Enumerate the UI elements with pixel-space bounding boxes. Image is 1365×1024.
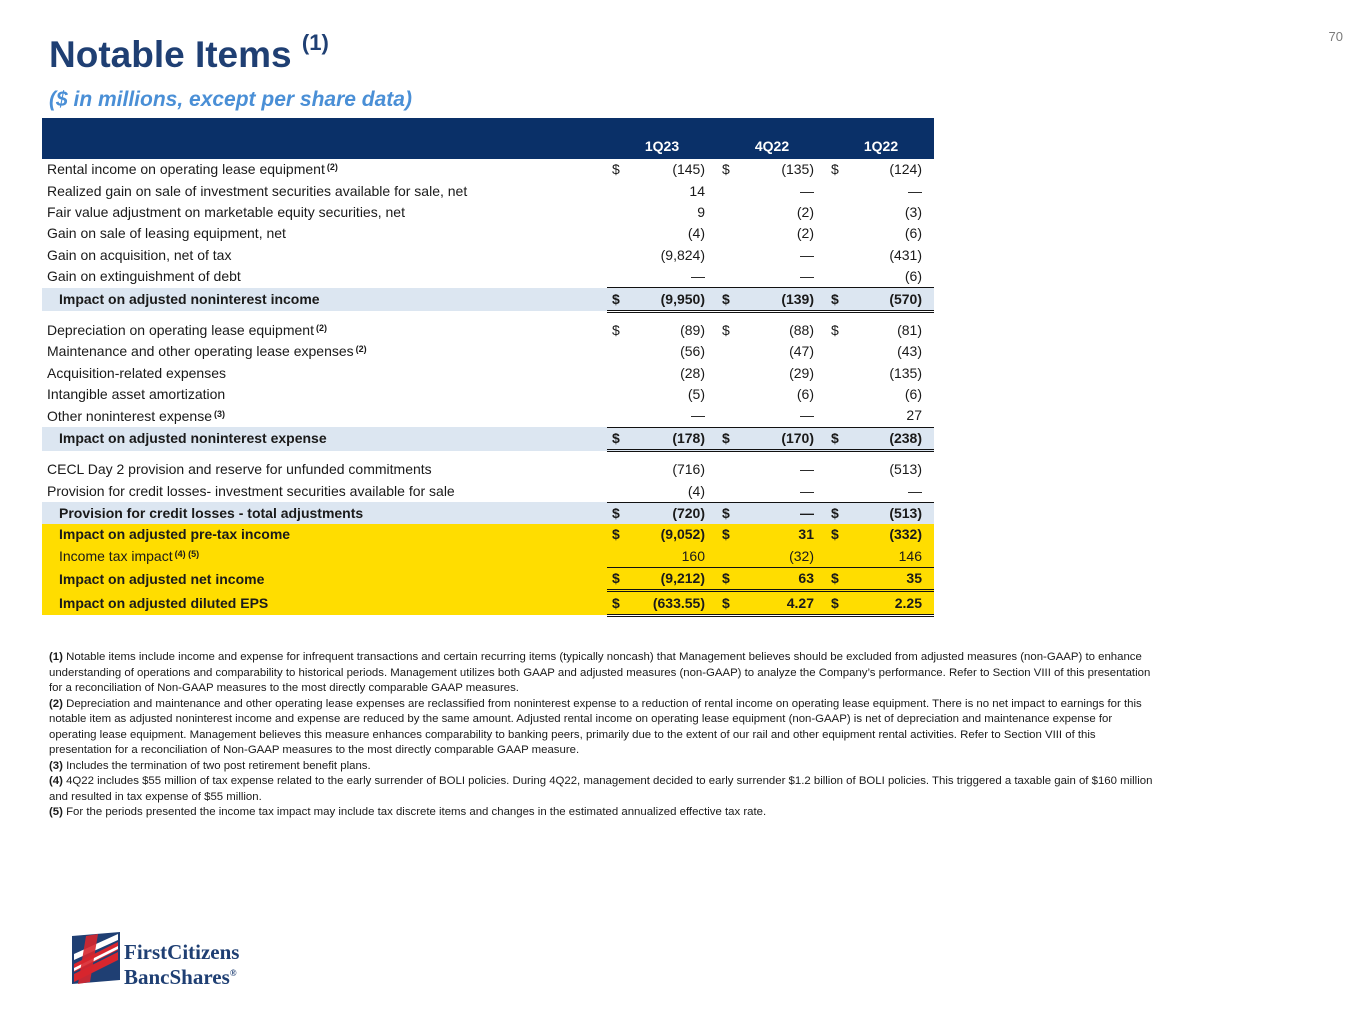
currency-symbol <box>826 546 846 568</box>
cell-value-4q22: (170) <box>737 427 826 450</box>
cell-value-4q22: — <box>800 461 814 478</box>
cell-value-1q22: (124) <box>889 161 922 178</box>
currency-symbol <box>607 202 627 223</box>
table-row <box>42 459 934 480</box>
row-footnote-ref: (3) <box>214 408 225 419</box>
footnote-text: Depreciation and maintenance and other operating lease expenses are reclassified from noninterest expense to a reduction of rental income on operating lease equipment. There is no net impact to earnings for this notable item as adjusted noninterest income and expense are reduced by the same amount. Adjusted rental income on operating lease equipment (non-GAAP) is net of depreciation and maintenance expense for operating lease equipment. Management believes this measure enhances comparability to banking peers, primarily due to the extent of our rail and other equipment rental activities. Refer to Section VIII of this presentation for a reconciliation of Non-GAAP measures to the most directly comparable GAAP measure. <box>49 697 1142 756</box>
currency-symbol: $ <box>612 161 620 178</box>
cell-value-4q22: — <box>800 246 814 263</box>
footnote-number: (4) <box>49 775 63 787</box>
cell-value-1q22: (43) <box>897 343 922 360</box>
table-row <box>42 288 934 311</box>
currency-symbol: $ <box>826 524 846 545</box>
currency-symbol: $ <box>826 568 846 591</box>
currency-symbol: $ <box>607 288 627 311</box>
currency-symbol: $ <box>717 568 737 591</box>
currency-symbol: $ <box>831 161 839 178</box>
row-label-text: Provision for credit losses- investment securities available for sale <box>47 482 455 499</box>
cell-value-1q23: (633.55) <box>627 591 717 615</box>
footnote-text: Notable items include income and expense for infrequent transactions and certain recurring items (typically noncash) that Management believes should be excluded from adjusted measures (non-GAAP) to enhance understanding of operations and comparability to historical periods. Management utilizes both GAAP and adjusted measures (non-GAAP) to analyze the Company’s performance. Refer to Section VIII of this presentation for a reconciliation of Non-GAAP measures to the most directly comparable GAAP measures. <box>49 651 1151 694</box>
table-row <box>42 202 934 223</box>
footnote-number: (5) <box>49 806 63 818</box>
table-row <box>42 363 934 384</box>
row-label-text: Fair value adjustment on marketable equity securities, net <box>47 203 405 220</box>
cell-value-4q22: — <box>800 482 814 499</box>
currency-symbol <box>826 245 846 266</box>
currency-symbol: $ <box>717 502 737 524</box>
row-label-text: Intangible asset amortization <box>47 386 226 403</box>
cell-value-1q22: (3) <box>904 203 922 220</box>
currency-symbol <box>607 266 627 288</box>
cell-value-4q22: (135) <box>781 161 814 178</box>
currency-symbol <box>717 180 737 201</box>
row-label <box>42 266 607 288</box>
cell-value-1q22: — <box>908 182 922 199</box>
cell-value-1q22: 146 <box>846 546 934 568</box>
row-label-text: Gain on acquisition, net of tax <box>47 246 232 263</box>
footnote-item <box>49 805 1154 821</box>
currency-symbol <box>607 245 627 266</box>
flag-logo-icon <box>70 930 124 986</box>
cell-value-1q22: (513) <box>846 502 934 524</box>
currency-symbol <box>826 363 846 384</box>
cell-value-1q23: (56) <box>680 343 705 360</box>
table-body <box>42 159 934 617</box>
row-label <box>42 320 607 341</box>
currency-symbol <box>607 223 627 244</box>
cell-value-4q22: 4.27 <box>737 591 826 615</box>
cell-value-1q23: (4) <box>687 482 705 499</box>
cell-value-1q23: (178) <box>627 427 717 450</box>
currency-symbol <box>826 202 846 223</box>
cell-value-1q23: (89) <box>680 321 705 338</box>
row-label <box>42 223 607 244</box>
currency-symbol <box>717 480 737 502</box>
title-text: Notable Items <box>49 34 292 75</box>
footnote-item <box>49 774 1154 805</box>
cell-value-4q22: — <box>800 407 814 424</box>
row-footnote-ref: (2) <box>355 344 367 355</box>
row-label-text: Impact on adjusted noninterest expense <box>59 430 327 447</box>
cell-value-1q23: (5) <box>687 386 705 403</box>
cell-value-4q22: 31 <box>737 524 826 545</box>
row-label <box>42 341 607 362</box>
row-label <box>42 288 607 311</box>
row-spacer <box>42 451 934 460</box>
currency-symbol: $ <box>826 427 846 450</box>
cell-value-1q23: 9 <box>697 203 705 220</box>
table-row <box>42 320 934 341</box>
currency-symbol: $ <box>717 524 737 545</box>
cell-value-1q22: 2.25 <box>846 591 934 615</box>
currency-symbol: $ <box>717 288 737 311</box>
cell-value-1q22: (513) <box>889 461 922 478</box>
row-label-text: Income tax impact <box>59 548 173 565</box>
footnote-text: For the periods presented the income tax impact may include tax discrete items and changes in the estimated annualized effective tax rate. <box>66 806 767 818</box>
column-header-1q22: 1Q22 <box>863 138 899 154</box>
currency-symbol: $ <box>607 524 627 545</box>
row-label <box>42 245 607 266</box>
currency-symbol <box>717 384 737 405</box>
table-row <box>42 427 934 450</box>
row-label-text: Impact on adjusted diluted EPS <box>59 594 269 611</box>
row-label <box>42 427 607 450</box>
currency-symbol <box>826 341 846 362</box>
row-label-text: Depreciation on operating lease equipment <box>47 321 314 338</box>
currency-symbol: $ <box>612 321 620 338</box>
logo-wordmark <box>124 942 239 988</box>
currency-symbol <box>607 363 627 384</box>
table-row <box>42 341 934 362</box>
logo-line1: FirstCitizens <box>124 940 240 964</box>
row-label <box>42 405 607 427</box>
cell-value-4q22: — <box>737 502 826 524</box>
row-label-text: Other noninterest expense <box>47 407 212 424</box>
currency-symbol <box>607 459 627 480</box>
cell-value-1q23: (9,052) <box>627 524 717 545</box>
footnote-number: (2) <box>49 697 63 710</box>
cell-value-1q23: — <box>691 268 705 285</box>
cell-value-1q23: (9,212) <box>627 568 717 591</box>
cell-value-4q22: (29) <box>789 364 814 381</box>
currency-symbol <box>717 363 737 384</box>
row-label-text: Realized gain on sale of investment securities available for sale, net <box>47 182 468 199</box>
table-row <box>42 405 934 427</box>
currency-symbol: $ <box>607 427 627 450</box>
title-footnote: (1) <box>301 30 329 55</box>
footnotes <box>49 650 1154 821</box>
currency-symbol: $ <box>717 591 737 615</box>
row-label-text: Gain on sale of leasing equipment, net <box>47 225 286 242</box>
row-footnote-ref: (2) <box>326 162 338 173</box>
cell-value-1q22: (6) <box>904 225 922 242</box>
row-label-text: Gain on extinguishment of debt <box>47 268 241 285</box>
table-row <box>42 502 934 524</box>
currency-symbol <box>717 266 737 288</box>
row-label-text: Impact on adjusted net income <box>59 570 265 587</box>
row-label <box>42 591 607 615</box>
row-label <box>42 180 607 201</box>
currency-symbol: $ <box>722 321 730 338</box>
currency-symbol: $ <box>722 161 730 178</box>
column-header-4q22: 4Q22 <box>754 138 790 154</box>
currency-symbol: $ <box>826 288 846 311</box>
cell-value-1q23: (145) <box>672 161 705 178</box>
page-subtitle: ($ in millions, except per share data) <box>49 88 412 111</box>
row-label <box>42 159 607 180</box>
cell-value-4q22: — <box>800 182 814 199</box>
cell-value-1q23: (4) <box>687 225 705 242</box>
cell-value-4q22: (139) <box>737 288 826 311</box>
table-row <box>42 266 934 288</box>
footnote-item <box>49 650 1154 697</box>
cell-value-1q22: 27 <box>906 407 922 424</box>
table-row <box>42 591 934 615</box>
footnote-text: 4Q22 includes $55 million of tax expense related to the early surrender of BOLI policies. During 4Q22, management decided to early surrender $1.2 billion of BOLI policies. This triggered a taxable gain of $160 million and resulted in tax expense of $55 million. <box>49 775 1153 803</box>
row-label <box>42 480 607 502</box>
currency-symbol <box>826 459 846 480</box>
cell-value-1q22: (6) <box>904 268 922 285</box>
cell-value-1q22: (81) <box>897 321 922 338</box>
currency-symbol <box>826 480 846 502</box>
row-label-text: Rental income on operating lease equipment <box>47 161 325 178</box>
cell-value-1q22: (135) <box>889 364 922 381</box>
cell-value-4q22: (47) <box>789 343 814 360</box>
row-label-text: Impact on adjusted pre-tax income <box>59 526 291 543</box>
row-label <box>42 459 607 480</box>
currency-symbol <box>717 405 737 427</box>
cell-value-1q22: (238) <box>846 427 934 450</box>
currency-symbol <box>717 459 737 480</box>
cell-value-1q22: (6) <box>904 386 922 403</box>
row-label <box>42 202 607 223</box>
row-label-text: Impact on adjusted noninterest income <box>59 291 320 308</box>
cell-value-1q22: (431) <box>889 246 922 263</box>
currency-symbol <box>607 480 627 502</box>
currency-symbol: $ <box>826 591 846 615</box>
currency-symbol: $ <box>831 321 839 338</box>
row-label <box>42 524 607 545</box>
currency-symbol <box>717 223 737 244</box>
currency-symbol <box>826 405 846 427</box>
cell-value-1q23: — <box>691 407 705 424</box>
row-spacer <box>42 311 934 320</box>
currency-symbol <box>826 384 846 405</box>
row-label <box>42 384 607 405</box>
cell-value-1q23: (716) <box>672 461 705 478</box>
table-row <box>42 159 934 180</box>
row-label-text: CECL Day 2 provision and reserve for unfunded commitments <box>47 461 432 478</box>
row-label <box>42 502 607 524</box>
cell-value-1q23: 160 <box>627 546 717 568</box>
currency-symbol <box>717 546 737 568</box>
table-row <box>42 223 934 244</box>
footnote-text: Includes the termination of two post retirement benefit plans. <box>66 759 371 772</box>
currency-symbol <box>607 546 627 568</box>
currency-symbol <box>717 202 737 223</box>
table-row <box>42 568 934 591</box>
table-header <box>42 118 934 159</box>
footnote-item <box>49 759 1154 775</box>
company-logo <box>70 930 270 990</box>
page-number: 70 <box>1328 29 1343 44</box>
cell-value-4q22: 63 <box>737 568 826 591</box>
cell-value-1q22: (570) <box>846 288 934 311</box>
table-row <box>42 384 934 405</box>
currency-symbol <box>607 405 627 427</box>
row-label-text: Provision for credit losses - total adjustments <box>59 504 364 521</box>
currency-symbol: $ <box>607 591 627 615</box>
currency-symbol <box>607 341 627 362</box>
cell-value-4q22: (2) <box>796 203 814 220</box>
cell-value-1q22: (332) <box>846 524 934 545</box>
cell-value-4q22: (32) <box>737 546 826 568</box>
logo-line2: BancShares® <box>124 965 237 989</box>
currency-symbol: $ <box>717 427 737 450</box>
currency-symbol <box>607 384 627 405</box>
row-footnote-ref: (4) (5) <box>174 549 200 560</box>
currency-symbol: $ <box>607 502 627 524</box>
cell-value-1q23: (9,950) <box>627 288 717 311</box>
column-header-1q23: 1Q23 <box>644 138 680 154</box>
cell-value-4q22: (2) <box>796 225 814 242</box>
cell-value-1q23: (9,824) <box>660 246 705 263</box>
currency-symbol <box>826 180 846 201</box>
cell-value-4q22: (6) <box>796 386 814 403</box>
footnote-number: (3) <box>49 759 63 772</box>
currency-symbol <box>826 266 846 288</box>
cell-value-1q23: 14 <box>689 182 705 199</box>
currency-symbol: $ <box>826 502 846 524</box>
table-row <box>42 524 934 545</box>
cell-value-1q22: — <box>908 482 922 499</box>
currency-symbol <box>717 341 737 362</box>
table-row <box>42 480 934 502</box>
cell-value-4q22: — <box>800 268 814 285</box>
row-label <box>42 363 607 384</box>
currency-symbol <box>607 180 627 201</box>
currency-symbol <box>826 223 846 244</box>
table-row <box>42 546 934 568</box>
footnote-number: (1) <box>49 651 63 663</box>
cell-value-1q22: 35 <box>846 568 934 591</box>
cell-value-1q23: (720) <box>627 502 717 524</box>
cell-value-1q23: (28) <box>680 364 705 381</box>
page-title <box>49 30 329 76</box>
notable-items-table <box>42 118 934 617</box>
row-label <box>42 568 607 591</box>
currency-symbol: $ <box>607 568 627 591</box>
currency-symbol <box>717 245 737 266</box>
footnote-item <box>49 697 1154 759</box>
row-footnote-ref: (2) <box>315 322 327 333</box>
table-row <box>42 180 934 201</box>
cell-value-4q22: (88) <box>789 321 814 338</box>
table-row <box>42 245 934 266</box>
row-label <box>42 546 607 568</box>
row-label-text: Acquisition-related expenses <box>47 364 226 381</box>
row-label-text: Maintenance and other operating lease expenses <box>47 343 354 360</box>
